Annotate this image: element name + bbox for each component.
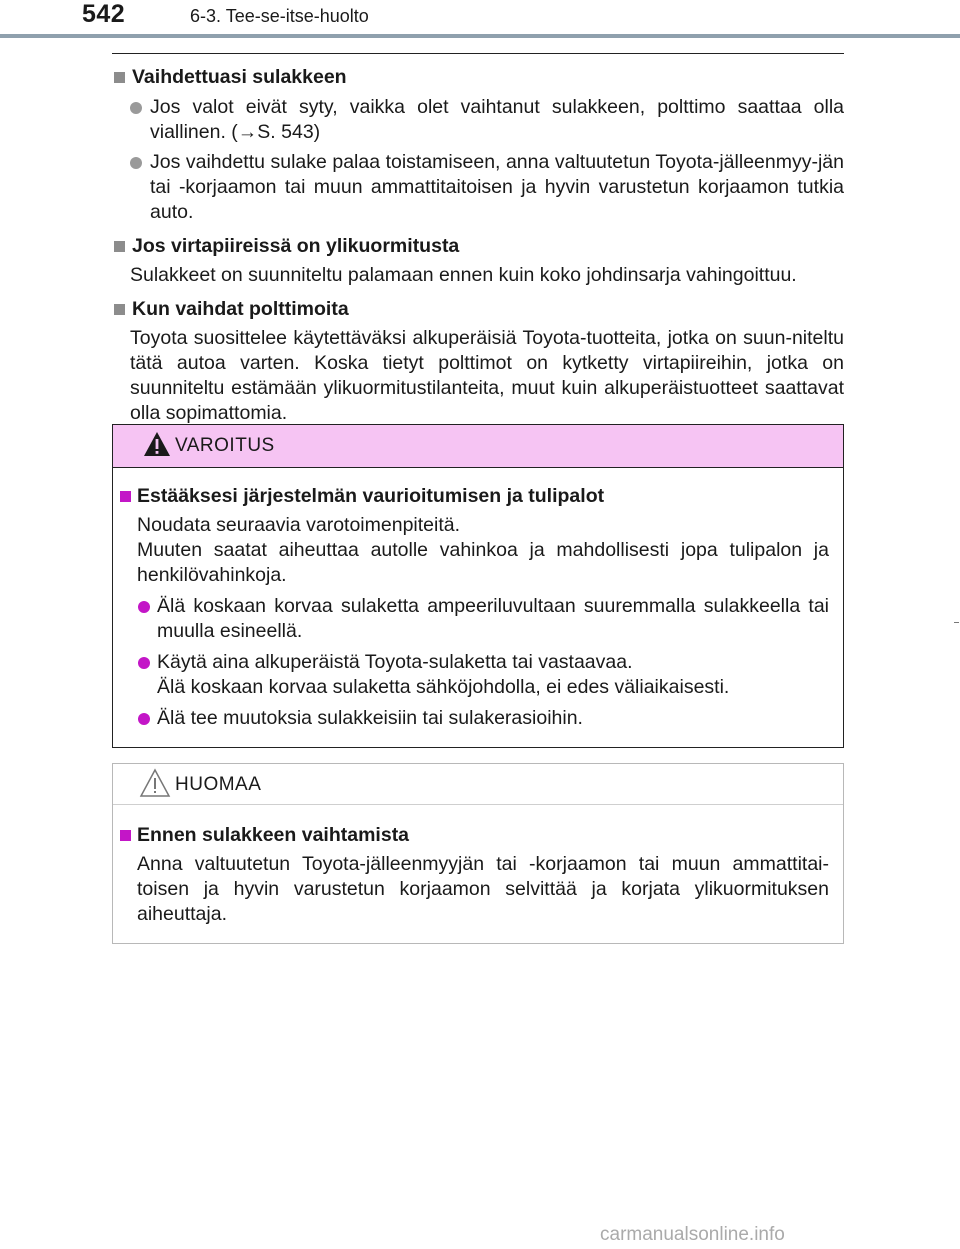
- list-item: Jos valot eivät syty, vaikka olet vaihtanut sulakkeen, polttimo saattaa olla viallinen. (→S. 543): [112, 95, 844, 145]
- notice-label: HUOMAA: [175, 774, 262, 795]
- circle-bullet-icon: [138, 601, 150, 613]
- circle-bullet-icon: [130, 102, 142, 114]
- warning-intro-2: Muuten saatat aiheuttaa autolle vahinkoa ja mahdollisesti jopa tulipalon ja henkilövahinkoja.: [137, 539, 829, 586]
- square-bullet-icon: [120, 830, 131, 841]
- section-text: Sulakkeet on suunniteltu palamaan ennen kuin koko johdinsarja vahingoittuu.: [130, 264, 797, 286]
- list-item: Älä koskaan korvaa sulaketta ampeeriluvultaan suuremmalla sulakkeella tai muulla esineellä.: [113, 594, 829, 644]
- square-bullet-icon: [114, 72, 125, 83]
- warning-label: VAROITUS: [175, 435, 275, 456]
- watermark: carmanualsonline.info: [600, 1224, 785, 1245]
- section-heading: Jos virtapiireissä on ylikuormitusta: [112, 234, 844, 259]
- section-text: Toyota suosittelee käytettäväksi alkuperäisiä Toyota-tuotteita, jotka on suun-niteltu tätä autoa varten. Koska tietyt polttimot on kytketty virtapiireihin, jotka on suunniteltu estämään ylikuormitustilanteita, muut kuin alkuperäistuotteet saattavat olla sopimattomia.: [130, 327, 844, 424]
- header-rule: [0, 34, 960, 38]
- square-bullet-icon: [114, 241, 125, 252]
- page-header: [0, 0, 960, 40]
- notice-text: Anna valtuutetun Toyota-jälleenmyyjän tai -korjaamon tai muun ammattitai-toisen ja hyvin varustetun korjaamon selvittää ja korjata ylikuormituksen aiheuttaja.: [137, 853, 829, 925]
- warning-box: [112, 424, 844, 748]
- warning-heading: Estääksesi järjestelmän vaurioitumisen ja tulipalot: [113, 484, 829, 509]
- warning-triangle-icon: [143, 431, 171, 457]
- content-top-rule: [112, 53, 844, 54]
- page-number: 542: [82, 0, 126, 28]
- warning-intro: Noudata seuraavia varotoimenpiteitä.: [137, 514, 461, 536]
- square-bullet-icon: [114, 304, 125, 315]
- margin-mark: [954, 622, 959, 623]
- notice-heading: Ennen sulakkeen vaihtamista: [113, 823, 829, 848]
- list-item: Älä tee muutoksia sulakkeisiin tai sulakerasioihin.: [113, 706, 829, 731]
- main-content: [112, 62, 844, 426]
- circle-bullet-icon: [138, 657, 150, 669]
- circle-bullet-icon: [130, 157, 142, 169]
- section-heading: Vaihdettuasi sulakkeen: [112, 65, 844, 90]
- section-title: 6-3. Tee-se-itse-huolto: [190, 6, 369, 26]
- circle-bullet-icon: [138, 713, 150, 725]
- list-item: Käytä aina alkuperäistä Toyota-sulaketta tai vastaavaa. Älä koskaan korvaa sulaketta sähköjohdolla, ei edes väliaikaisesti.: [113, 650, 829, 700]
- notice-triangle-icon: [139, 768, 171, 798]
- list-item: Jos vaihdettu sulake palaa toistamiseen, anna valtuutetun Toyota-jälleenmyy-jän tai -korjaamon tai muun ammattitaitoisen ja hyvin varustetun korjaamon tutkia auto.: [112, 150, 844, 225]
- notice-header: [113, 764, 843, 805]
- section-heading: Kun vaihdat polttimoita: [112, 297, 844, 322]
- square-bullet-icon: [120, 491, 131, 502]
- warning-header: [113, 425, 843, 468]
- notice-box: [112, 763, 844, 944]
